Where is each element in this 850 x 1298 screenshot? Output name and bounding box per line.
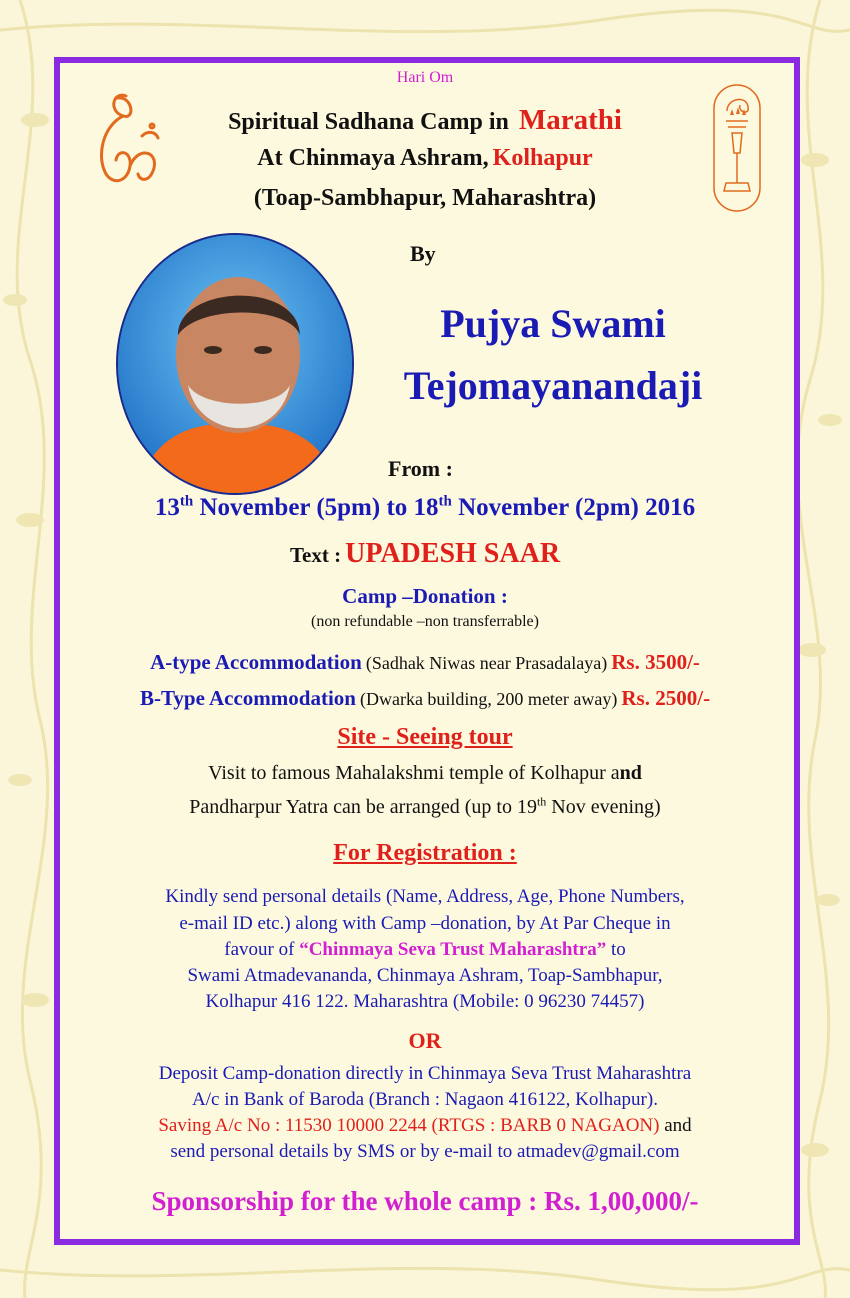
om-icon <box>88 86 168 194</box>
text-section <box>0 538 850 570</box>
tour-line2-rest: Nov evening) <box>551 796 661 818</box>
account-number: Saving A/c No : 11530 10000 2244 (RTGS : BARB 0 NAGAON) <box>158 1115 660 1136</box>
b-type-label: B-Type Accommodation <box>139 686 356 710</box>
registration-line3-suffix: to <box>610 939 626 960</box>
registration-line5: Kolhapur 416 122. Maharashtra (Mobile: 0 96230 74457) <box>205 991 645 1012</box>
registration-line3-prefix: favour of <box>224 939 295 960</box>
registration-line2: e-mail ID etc.) along with Camp –donation, by At Par Cheque in <box>179 913 671 934</box>
a-type-label: A-type Accommodation <box>150 650 362 674</box>
hari-om-text: Hari Om <box>396 69 454 86</box>
end-day-suffix: th <box>438 493 452 510</box>
donation-note: (non refundable –non transferrable) <box>311 613 539 630</box>
venue-location: (Toap-Sambhapur, Maharashtra) <box>253 185 597 211</box>
deposit-line1: Deposit Camp-donation directly in Chinmaya Seva Trust Maharashtra <box>158 1063 692 1084</box>
speaker-name-line2: Tejomayanandaji <box>403 363 703 408</box>
text-value: UPADESH SAAR <box>345 538 561 569</box>
tour-line2-sup: th <box>536 794 547 809</box>
venue-line <box>0 145 850 172</box>
registration-title: For Registration : <box>333 840 517 866</box>
end-day: 18 <box>413 494 439 521</box>
camp-dates <box>0 494 850 522</box>
portrait-image <box>118 235 352 493</box>
b-type-price: Rs. 2500/- <box>621 686 711 710</box>
a-type-accommodation <box>0 650 850 675</box>
registration-line4: Swami Atmadevananda, Chinmaya Ashram, Toap-Sambhapur, <box>187 965 663 986</box>
by-label: By <box>410 241 436 266</box>
tour-line1-bold: nd <box>619 762 642 784</box>
deposit-line4: send personal details by SMS or by e-mail to atmadev@gmail.com <box>170 1141 680 1162</box>
tour-line2-text: Pandharpur Yatra can be arranged (up to 19 <box>189 796 537 818</box>
a-type-price: Rs. 3500/- <box>611 650 700 674</box>
sponsorship-line: Sponsorship for the whole camp : Rs. 1,00,000/- <box>151 1186 699 1216</box>
registration-line3 <box>0 939 850 961</box>
venue-prefix: At Chinmaya Ashram, <box>257 145 489 171</box>
venue-city: Kolhapur <box>492 145 593 171</box>
camp-title-prefix: Spiritual Sadhana Camp in <box>228 109 509 135</box>
start-rest: November (5pm) to <box>199 494 408 521</box>
tour-line2 <box>0 796 850 819</box>
donation-title: Camp –Donation : <box>342 584 508 608</box>
swami-portrait <box>116 233 354 495</box>
tour-line1-text: Visit to famous Mahalakshmi temple of Kolhapur a <box>208 762 620 784</box>
tour-line1 <box>0 762 850 785</box>
from-label: From : <box>388 456 453 481</box>
b-type-accommodation <box>0 686 850 711</box>
or-separator: OR <box>408 1028 442 1053</box>
deposit-line3 <box>0 1115 850 1137</box>
text-label: Text : <box>289 543 342 567</box>
registration-line1: Kindly send personal details (Name, Address, Age, Phone Numbers, <box>165 886 685 907</box>
a-type-detail: (Sadhak Niwas near Prasadalaya) <box>365 653 608 673</box>
deposit-line3-and: and <box>664 1115 692 1136</box>
start-day: 13 <box>154 494 180 521</box>
end-rest: November (2pm) 2016 <box>458 494 696 521</box>
start-day-suffix: th <box>179 493 194 510</box>
b-type-detail: (Dwarka building, 200 meter away) <box>359 689 618 709</box>
camp-title <box>0 104 850 137</box>
language-highlight: Marathi <box>518 104 622 136</box>
deposit-line2: A/c in Bank of Baroda (Branch : Nagaon 416122, Kolhapur). <box>192 1089 658 1110</box>
tour-title: Site - Seeing tour <box>337 724 513 750</box>
trust-name: “Chinmaya Seva Trust Maharashtra” <box>299 939 607 960</box>
speaker-name-line1: Pujya Swami <box>440 301 666 346</box>
